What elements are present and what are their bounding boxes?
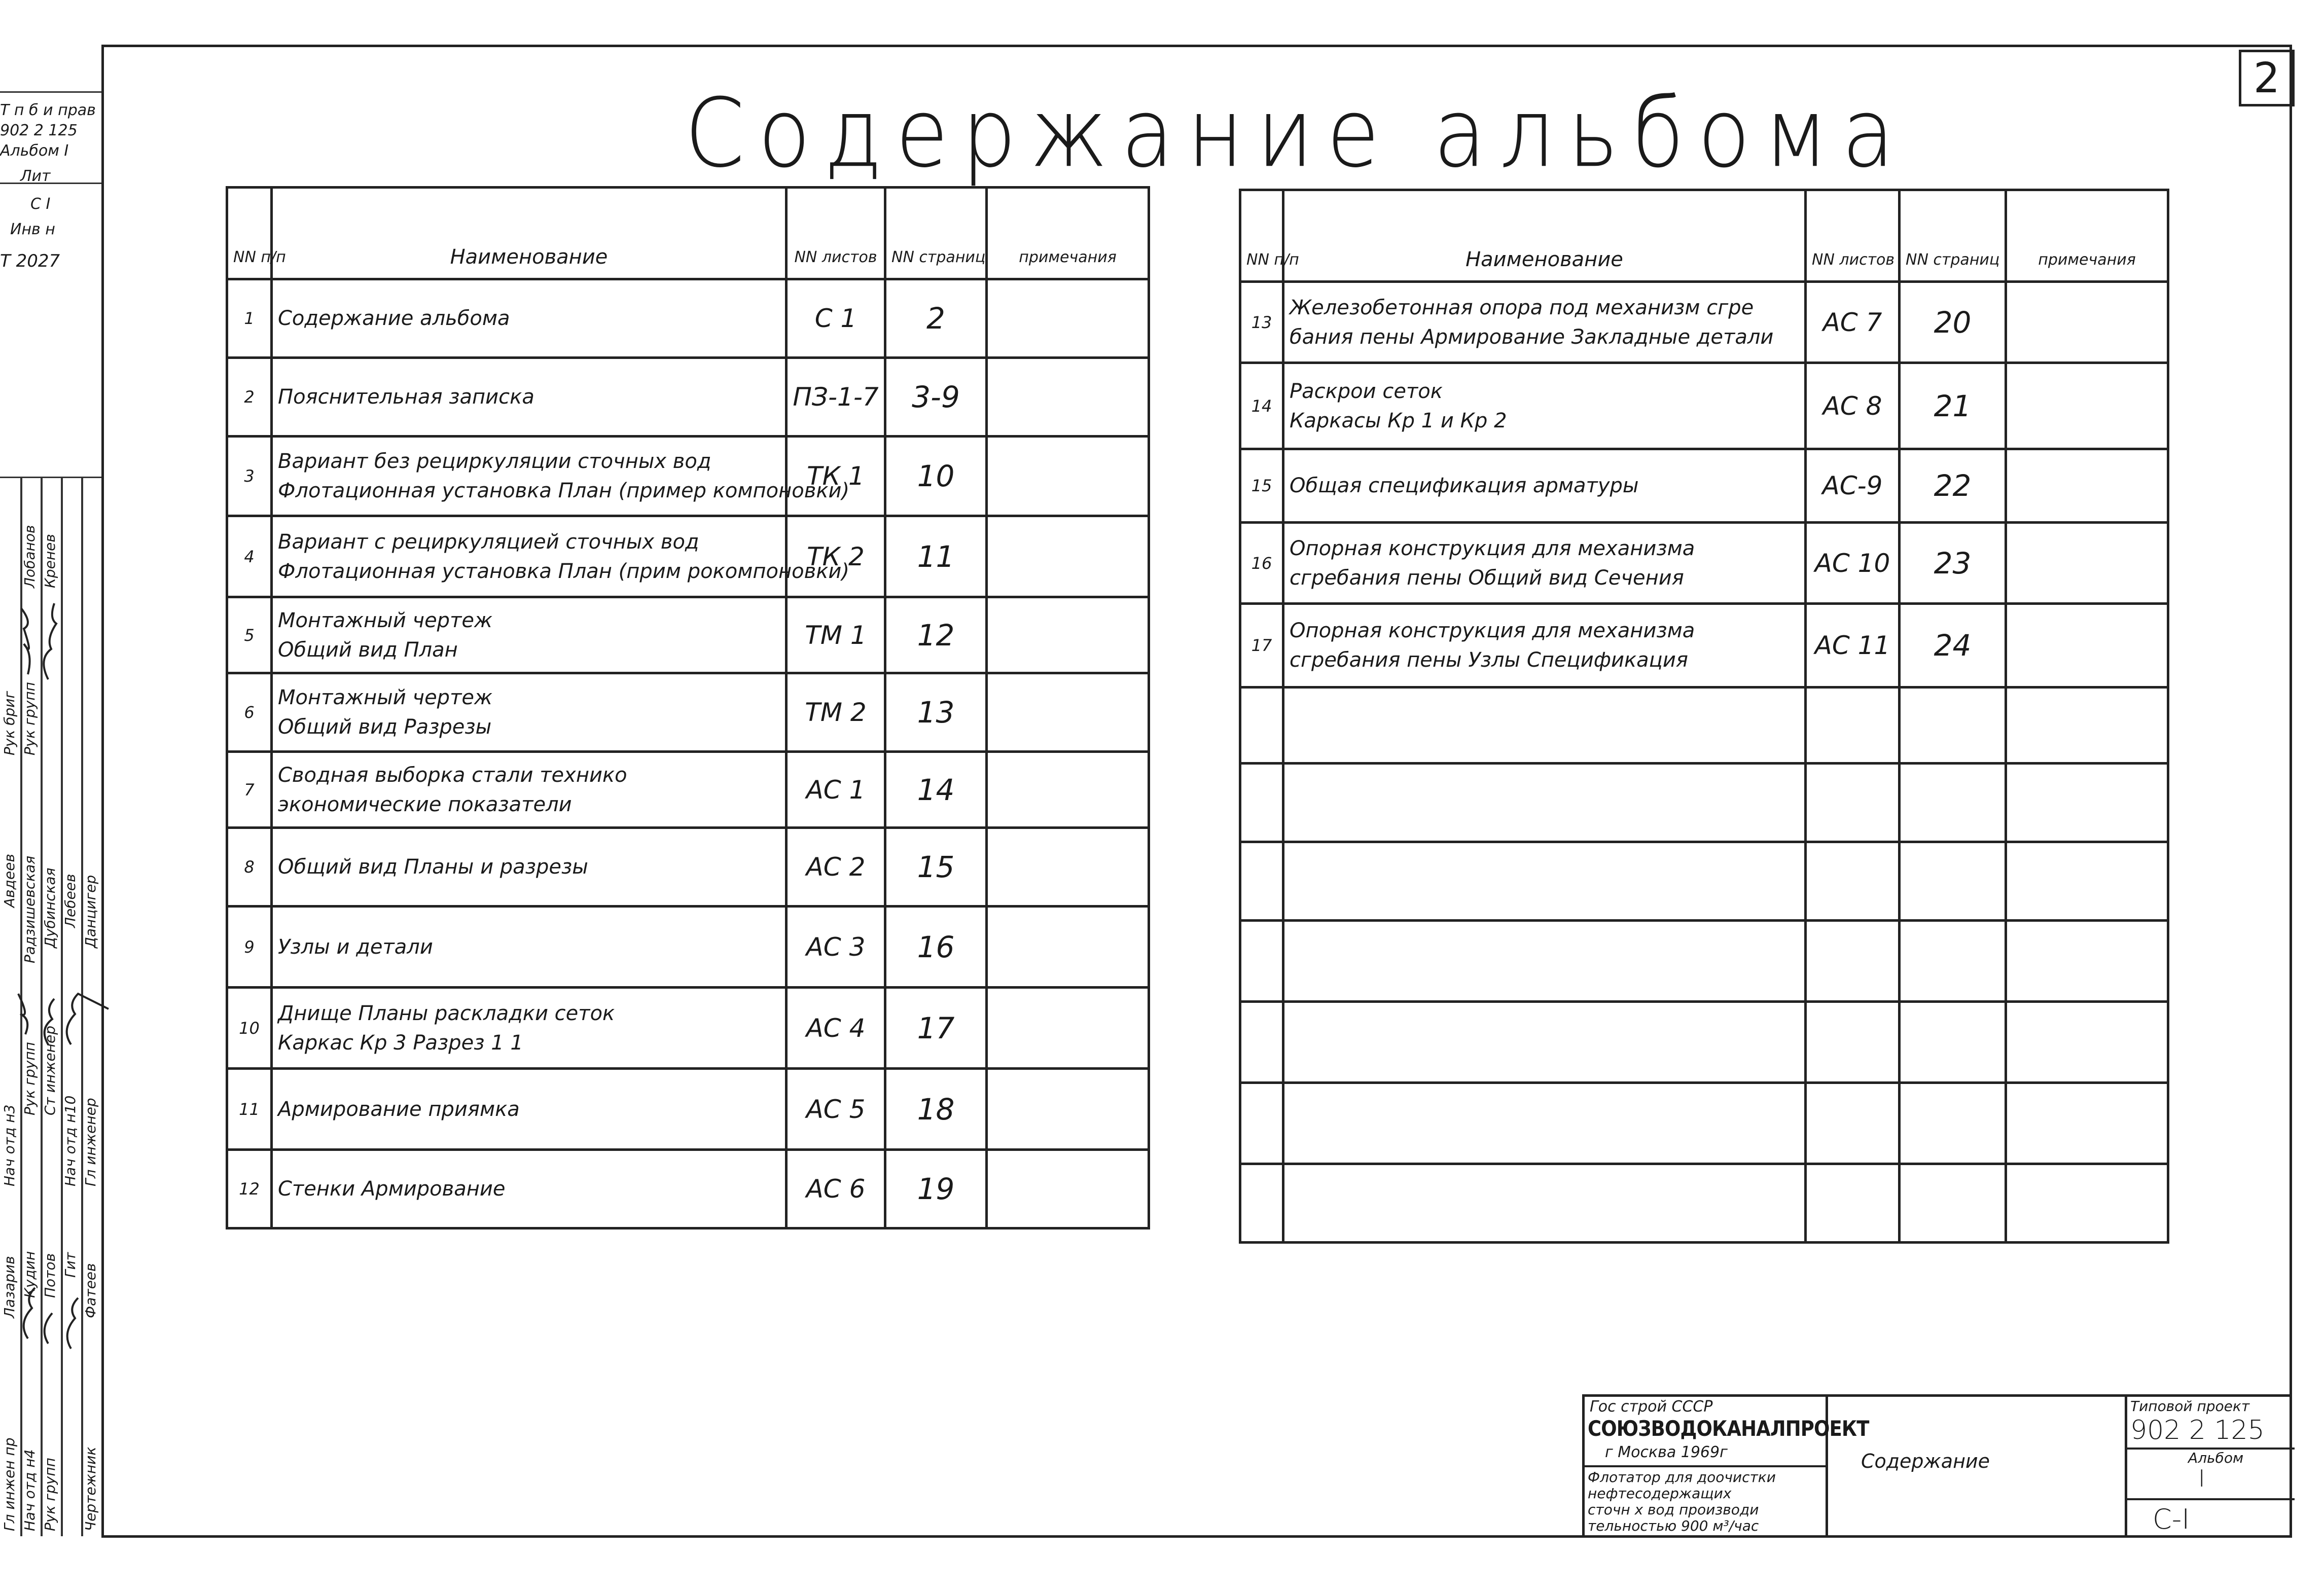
strip-label: Потов [42,1253,58,1298]
row-sheet: С 1 [786,279,885,358]
row-notes [987,516,1149,597]
row-name-line: Раскрои сеток [1290,379,1443,403]
row-page: 10 [885,437,987,516]
row-page [1900,688,2006,764]
table-body-right [1240,282,2168,1243]
table-row [1240,688,2168,764]
table-row [1240,1002,2168,1083]
table-row [227,907,1149,988]
row-number: 4 [227,516,272,597]
header-num: NN п/п [227,188,272,279]
row-name-line: Флотационная установка План (пример компоновки) [278,479,850,502]
row-name-line: Флотационная установка План (прим рокомпоновки) [278,559,849,583]
row-notes [2006,688,2168,764]
row-name-line: Каркасы Кр 1 и Кр 2 [1290,409,1507,432]
row-name [1283,449,1806,523]
row-sheet [1806,764,1900,842]
row-notes [2006,921,2168,1002]
row-notes [2006,842,2168,921]
table-row [227,1150,1149,1228]
header-pages: NN страниц [1900,190,2006,282]
row-sheet: АС-9 [1806,449,1900,523]
stamp-sheet-code: С-I [2153,1503,2190,1535]
row-page: 15 [885,828,987,907]
table-row [227,988,1149,1069]
row-name [272,828,786,907]
row-sheet [1806,1164,1900,1243]
row-name [1283,921,1806,1002]
stamp-project-number: 902 2 125 [2130,1415,2265,1445]
contents-table-left [226,186,1150,1229]
row-name-line: Монтажный чертеж [278,686,493,709]
strip-label: Ст инженер [42,1025,58,1115]
row-name [272,279,786,358]
row-notes [987,673,1149,752]
table-row [227,673,1149,752]
stamp-divider [1585,1465,1826,1467]
row-name-line: сгребания пены Узлы Спецификация [1290,648,1688,672]
row-name-line: Содержание альбома [278,307,510,330]
row-number [1240,1002,1283,1083]
stamp-project-desc: тельностью 900 м³/час [1588,1517,1759,1534]
row-notes [2006,1002,2168,1083]
row-notes [987,358,1149,437]
row-notes [987,437,1149,516]
header-pages: NN страниц [885,188,987,279]
table-row [1240,449,2168,523]
table-row [227,358,1149,437]
table-row [1240,1164,2168,1243]
strip-label: Лазарив [1,1256,18,1318]
row-page: 20 [1900,282,2006,363]
strip-label: Лебеев [62,874,79,928]
strip-label: Кудин [21,1251,38,1298]
header-sheets: NN листов [1806,190,1900,282]
row-name [272,1069,786,1150]
row-number [1240,842,1283,921]
row-name-line: Узлы и детали [278,935,433,959]
row-name-line: Днище Планы раскладки сеток [278,1001,615,1025]
strip-line: Инв н [10,221,55,238]
row-number: 16 [1240,523,1283,604]
row-name [1283,282,1806,363]
row-sheet: АС 2 [786,828,885,907]
header-name: Наименование [1283,190,1806,282]
row-page: 22 [1900,449,2006,523]
row-page: 19 [885,1150,987,1228]
row-number: 14 [1240,363,1283,449]
row-name [1283,1002,1806,1083]
row-number: 5 [227,597,272,673]
row-name [1283,363,1806,449]
row-sheet: АС 8 [1806,363,1900,449]
signature-mark [45,1313,52,1344]
row-page: 18 [885,1069,987,1150]
row-number: 11 [227,1069,272,1150]
title-block [1582,1394,2292,1538]
table-row [1240,1083,2168,1164]
row-name-line: экономические показатели [278,792,572,816]
strip-label: Нач отд н4 [21,1449,38,1531]
header-notes: примечания [2006,190,2168,282]
row-sheet: ТМ 2 [786,673,885,752]
stamp-album-number: I [2198,1465,2205,1492]
strip-label: Нач отд н10 [62,1095,79,1186]
row-number [1240,921,1283,1002]
row-notes [2006,1164,2168,1243]
row-page: 3-9 [885,358,987,437]
row-notes [2006,282,2168,363]
row-sheet: АС 5 [786,1069,885,1150]
row-sheet: АС 10 [1806,523,1900,604]
strip-label: Фатеев [82,1263,99,1318]
row-name-line: Армирование приямка [278,1097,520,1121]
row-notes [987,752,1149,828]
row-number: 12 [227,1150,272,1228]
table-row [1240,523,2168,604]
row-name-line: Стенки Армирование [278,1177,506,1201]
row-notes [987,597,1149,673]
table-row [1240,921,2168,1002]
row-notes [987,988,1149,1069]
signature-mark [45,999,54,1044]
row-page: 2 [885,279,987,358]
signature-scribbles [0,0,132,1592]
row-name-line: Каркас Кр 3 Разрез 1 1 [278,1031,523,1055]
row-sheet: ТМ 1 [786,597,885,673]
table-body-left [227,279,1149,1228]
stamp-sheet-title: Содержание [1861,1450,1990,1472]
row-name [272,988,786,1069]
row-name-line: Вариант без рециркуляции сточных вод [278,450,711,473]
row-name-line: сгребания пены Общий вид Сечения [1290,566,1684,590]
table-row [227,1069,1149,1150]
row-page: 16 [885,907,987,988]
row-name [1283,764,1806,842]
row-name [1283,523,1806,604]
row-notes [2006,604,2168,688]
row-number: 2 [227,358,272,437]
row-notes [987,1069,1149,1150]
row-page: 24 [1900,604,2006,688]
strip-line: 902 2 125 [0,122,78,139]
row-name [272,752,786,828]
sheet-number: 2 [2239,50,2295,106]
row-name-line: Пояснительная записка [278,385,534,409]
row-name [272,358,786,437]
row-number: 17 [1240,604,1283,688]
row-name [1283,842,1806,921]
row-sheet: АС 6 [786,1150,885,1228]
row-page [1900,921,2006,1002]
row-name-line: Общий вид Планы и разрезы [278,855,588,879]
row-notes [2006,363,2168,449]
row-sheet: ТК 2 [786,516,885,597]
row-notes [987,907,1149,988]
table-row [227,597,1149,673]
row-number: 10 [227,988,272,1069]
row-sheet: ТК 1 [786,437,885,516]
header-name: Наименование [272,188,786,279]
row-notes [2006,523,2168,604]
signature-mark [24,1288,35,1338]
row-name-line: Общий вид Разрезы [278,715,492,739]
row-name [1283,604,1806,688]
table-row [1240,282,2168,363]
strip-label: Кренев [42,534,58,588]
stamp-project-desc: Флотатор для доочистки [1588,1469,1776,1486]
row-page [1900,1164,2006,1243]
row-page: 11 [885,516,987,597]
row-number: 8 [227,828,272,907]
row-name-line: Железобетонная опора под механизм сгре [1290,296,1754,319]
row-page [1900,842,2006,921]
strip-label: Данцигер [82,875,99,948]
table-header-row [227,188,1149,279]
strip-label: Нач отд н3 [1,1104,18,1186]
strip-label: Рук групп [21,1042,38,1115]
stamp-project-cell [2125,1397,2295,1538]
signature-mark [67,1298,78,1349]
row-notes [2006,764,2168,842]
row-notes [2006,449,2168,523]
row-name-line: бания пены Армирование Закладные детали [1290,325,1774,349]
strip-label: Чертежник [82,1446,99,1531]
table-row [227,437,1149,516]
table-row [227,828,1149,907]
row-name-line: Монтажный чертеж [278,608,493,632]
row-page: 21 [1900,363,2006,449]
row-name-line: Опорная конструкция для механизма [1290,536,1695,560]
row-sheet [1806,921,1900,1002]
table-row [1240,842,2168,921]
table-header-row [1240,190,2168,282]
row-number: 1 [227,279,272,358]
row-page: 17 [885,988,987,1069]
contents-table-right [1239,189,2169,1244]
strip-line: Лит [20,167,51,185]
header-notes: примечания [987,188,1149,279]
stamp-org-name: СОЮЗВОДОКАНАЛПРОЕКТ [1588,1416,1869,1441]
header-sheets: NN листов [786,188,885,279]
row-number: 3 [227,437,272,516]
strip-label: Радзишевская [21,855,38,963]
stamp-org-line1: Гос строй СССР [1590,1398,1713,1416]
row-number: 15 [1240,449,1283,523]
row-page: 23 [1900,523,2006,604]
row-number [1240,1164,1283,1243]
row-sheet: АС 1 [786,752,885,828]
row-notes [987,279,1149,358]
row-name-line: Сводная выборка стали технико [278,763,627,787]
row-page [1900,1002,2006,1083]
stamp-divider [2127,1498,2295,1500]
row-number: 13 [1240,282,1283,363]
strip-label: Гл инжен пр [1,1437,18,1531]
stamp-project-desc: сточн х вод производи [1588,1501,1759,1518]
row-notes [987,1150,1149,1228]
stamp-org-cell [1585,1397,1869,1538]
strip-label: Дубинская [42,867,58,948]
row-page: 13 [885,673,987,752]
row-sheet: ПЗ-1-7 [786,358,885,437]
strip-label: Лобанов [21,525,38,588]
strip-label: Авдеев [1,854,18,908]
strip-label: Рук групп [21,682,38,755]
page-title: Содержание альбома [685,78,1908,189]
row-sheet [1806,1083,1900,1164]
row-name [1283,1164,1806,1243]
header-num: NN п/п [1240,190,1283,282]
row-page: 14 [885,752,987,828]
row-page: 12 [885,597,987,673]
row-name [272,907,786,988]
table-row [1240,604,2168,688]
stamp-project-desc: нефтесодержащих [1588,1485,1732,1502]
strip-line: С I [30,195,51,213]
row-name-line: Общая спецификация арматуры [1290,474,1639,497]
row-sheet [1806,688,1900,764]
table-row [1240,363,2168,449]
row-notes [987,828,1149,907]
row-name-line: Общий вид План [278,638,458,662]
strip-line: Т п б и прав [0,101,96,119]
signature-mark [21,608,30,674]
strip-label: Рук групп [42,1458,58,1531]
strip-label: Гл инженер [82,1098,99,1186]
row-sheet: АС 3 [786,907,885,988]
stamp-typical-project-label: Типовой проект [2130,1398,2250,1415]
row-sheet [1806,842,1900,921]
row-sheet [1806,1002,1900,1083]
table-row [227,279,1149,358]
row-name [272,673,786,752]
signature-mark [44,603,56,679]
strip-line: Т 2027 [0,251,60,271]
row-number [1240,688,1283,764]
signature-mark [18,994,27,1034]
stamp-album-label: Альбом [2188,1450,2244,1466]
row-number [1240,764,1283,842]
row-number: 9 [227,907,272,988]
row-number [1240,1083,1283,1164]
row-name [1283,1083,1806,1164]
row-sheet: АС 7 [1806,282,1900,363]
signature-mark [67,994,109,1044]
row-number: 6 [227,673,272,752]
row-notes [2006,1083,2168,1164]
row-name-line: Опорная конструкция для механизма [1290,619,1695,642]
row-name [272,1150,786,1228]
strip-line: Альбом I [0,142,69,160]
strip-label: Рук бриг [1,691,18,755]
table-row [227,752,1149,828]
row-sheet: АС 11 [1806,604,1900,688]
row-page [1900,1083,2006,1164]
row-name-line: Вариант с рециркуляцией сточных вод [278,530,699,554]
table-row [227,516,1149,597]
row-number: 7 [227,752,272,828]
stamp-org-line3: г Москва 1969г [1605,1443,1728,1461]
strip-label: Гит [62,1252,79,1278]
row-name [1283,688,1806,764]
row-sheet: АС 4 [786,988,885,1069]
table-row [1240,764,2168,842]
row-page [1900,764,2006,842]
row-name [272,597,786,673]
